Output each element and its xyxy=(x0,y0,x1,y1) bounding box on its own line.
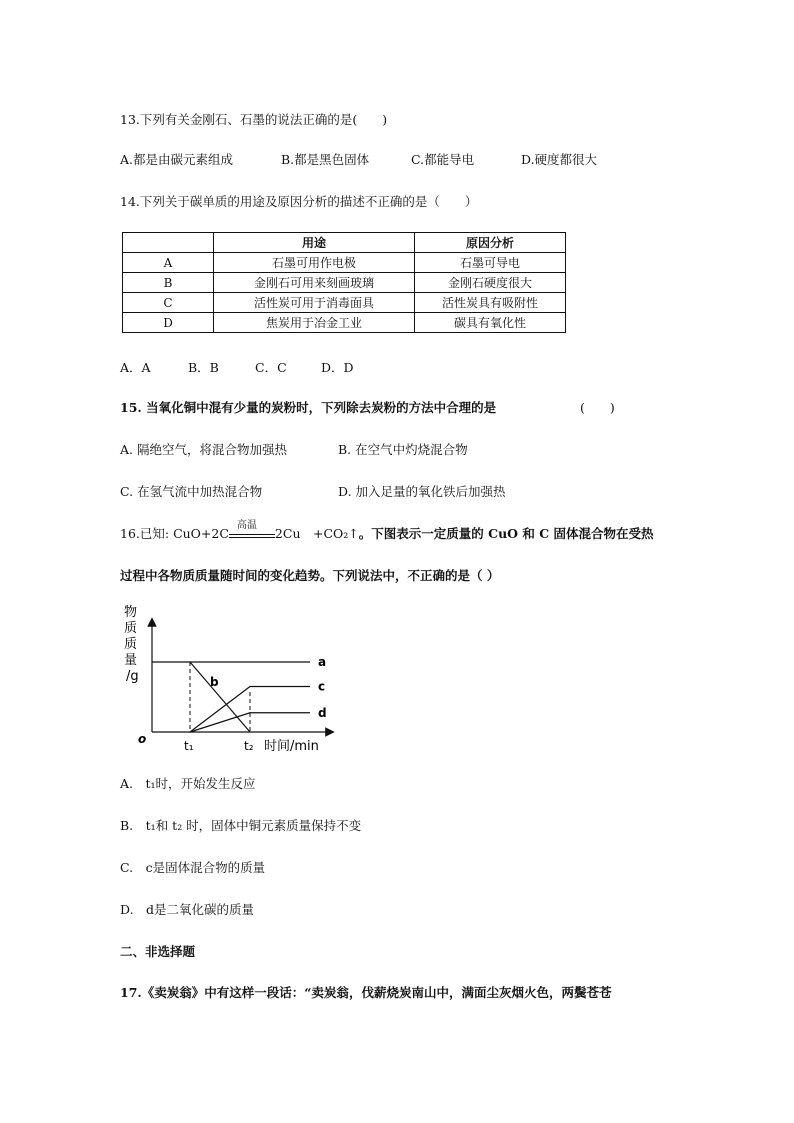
q16-option-b: B. t₁和 t₂ 时，固体中铜元素质量保持不变 xyxy=(120,818,362,833)
series-layer xyxy=(152,655,327,732)
table-cell: B xyxy=(123,273,214,293)
table-cell: 活性炭可用于消毒面具 xyxy=(214,293,415,313)
table-row xyxy=(123,293,566,313)
table-cell: 石墨可导电 xyxy=(415,253,566,273)
series-label-c: c xyxy=(318,679,326,694)
table-header-cell: 原因分析 xyxy=(415,233,566,253)
q16-graph xyxy=(118,600,348,760)
series-line-b xyxy=(190,662,250,732)
q14-option-a: A．A xyxy=(120,360,151,375)
y-axis-label-1: 物 xyxy=(124,605,138,620)
q15-stem: 15. 当氧化铜中混有少量的炭粉时，下列除去炭粉的方法中合理的是 xyxy=(120,400,497,415)
table-header-row xyxy=(123,233,566,253)
series-label-b: b xyxy=(210,675,219,689)
q16-option-d: D. d是二氧化碳的质量 xyxy=(120,902,255,917)
reaction-condition: 高温 xyxy=(236,519,257,531)
q16-stem-suffix: 。下图表示一定质量的 CuO 和 C 固体混合物在受热 xyxy=(358,526,654,541)
q15-option-a: A. 隔绝空气，将混合物加强热 xyxy=(120,442,287,457)
q13-option-a: A.都是由碳元素组成 xyxy=(120,152,234,167)
q15-option-d: D. 加入足量的氧化铁后加强热 xyxy=(338,484,506,499)
section-title: 二、非选择题 xyxy=(120,944,196,959)
q15-option-b: B. 在空气中灼烧混合物 xyxy=(338,442,468,457)
y-axis-label-3: 质 xyxy=(124,637,138,652)
q15-option-c: C. 在氢气流中加热混合物 xyxy=(120,484,263,499)
origin-label: o xyxy=(138,732,147,746)
table-row xyxy=(123,273,566,293)
table-cell: 石墨可用作电极 xyxy=(214,253,415,273)
y-axis-label-4: 量 xyxy=(124,653,138,668)
q16-stem-line2: 过程中各物质质量随时间的变化趋势。下列说法中，不正确的是（ ） xyxy=(120,568,500,583)
q15-bracket: ( ) xyxy=(580,400,615,415)
table-cell: C xyxy=(123,293,214,313)
q16-option-a: A. t₁时，开始发生反应 xyxy=(120,776,256,791)
table-row xyxy=(123,253,566,273)
x-tick-t1: t₁ xyxy=(184,739,194,753)
table-cell: 焦炭用于冶金工业 xyxy=(214,313,415,333)
q14-option-c: C．C xyxy=(255,360,287,375)
q17-stem: 17.《卖炭翁》中有这样一段话：“卖炭翁，伐薪烧炭南山中，满面尘灰烟火色，两鬓苍苍 xyxy=(120,985,612,1000)
q14-option-b: B．B xyxy=(188,360,219,375)
reaction-arrow xyxy=(229,519,275,543)
q13-stem: 13.下列有关金刚石、石墨的说法正确的是( ) xyxy=(120,112,388,127)
table-cell: 活性炭具有吸附性 xyxy=(415,293,566,313)
q16-option-c: C. c是固体混合物的质量 xyxy=(120,860,266,875)
q16-stem-prefix: 16.已知: CuO+2C xyxy=(120,526,229,541)
table-cell: A xyxy=(123,253,214,273)
q14-option-d: D．D xyxy=(321,360,354,375)
x-tick-t2: t₂ xyxy=(244,739,254,753)
y-axis-label-2: 质 xyxy=(124,621,138,636)
series-label-a: a xyxy=(318,655,327,669)
q13-option-d: D.硬度都很大 xyxy=(521,152,598,167)
table-cell: 金刚石硬度很大 xyxy=(415,273,566,293)
series-label-d: d xyxy=(318,705,327,720)
table-cell: 金刚石可用来刻画玻璃 xyxy=(214,273,415,293)
y-axis-label-5: /g xyxy=(126,669,139,684)
q14-table xyxy=(122,232,566,333)
table-header-cell xyxy=(123,233,214,253)
table-row xyxy=(123,313,566,333)
table-cell: D xyxy=(123,313,214,333)
q16-stem-line1 xyxy=(120,519,654,543)
table-header-cell: 用途 xyxy=(214,233,415,253)
x-axis-label: 时间/min xyxy=(264,739,319,754)
q14-stem: 14.下列关于碳单质的用途及原因分析的描述不正确的是（ ） xyxy=(120,194,478,209)
q16-stem-products: 2Cu +CO₂↑ xyxy=(274,526,359,541)
q13-option-b: B.都是黑色固体 xyxy=(281,152,370,167)
table-cell: 碳具有氧化性 xyxy=(415,313,566,333)
q13-option-c: C.都能导电 xyxy=(411,152,475,167)
